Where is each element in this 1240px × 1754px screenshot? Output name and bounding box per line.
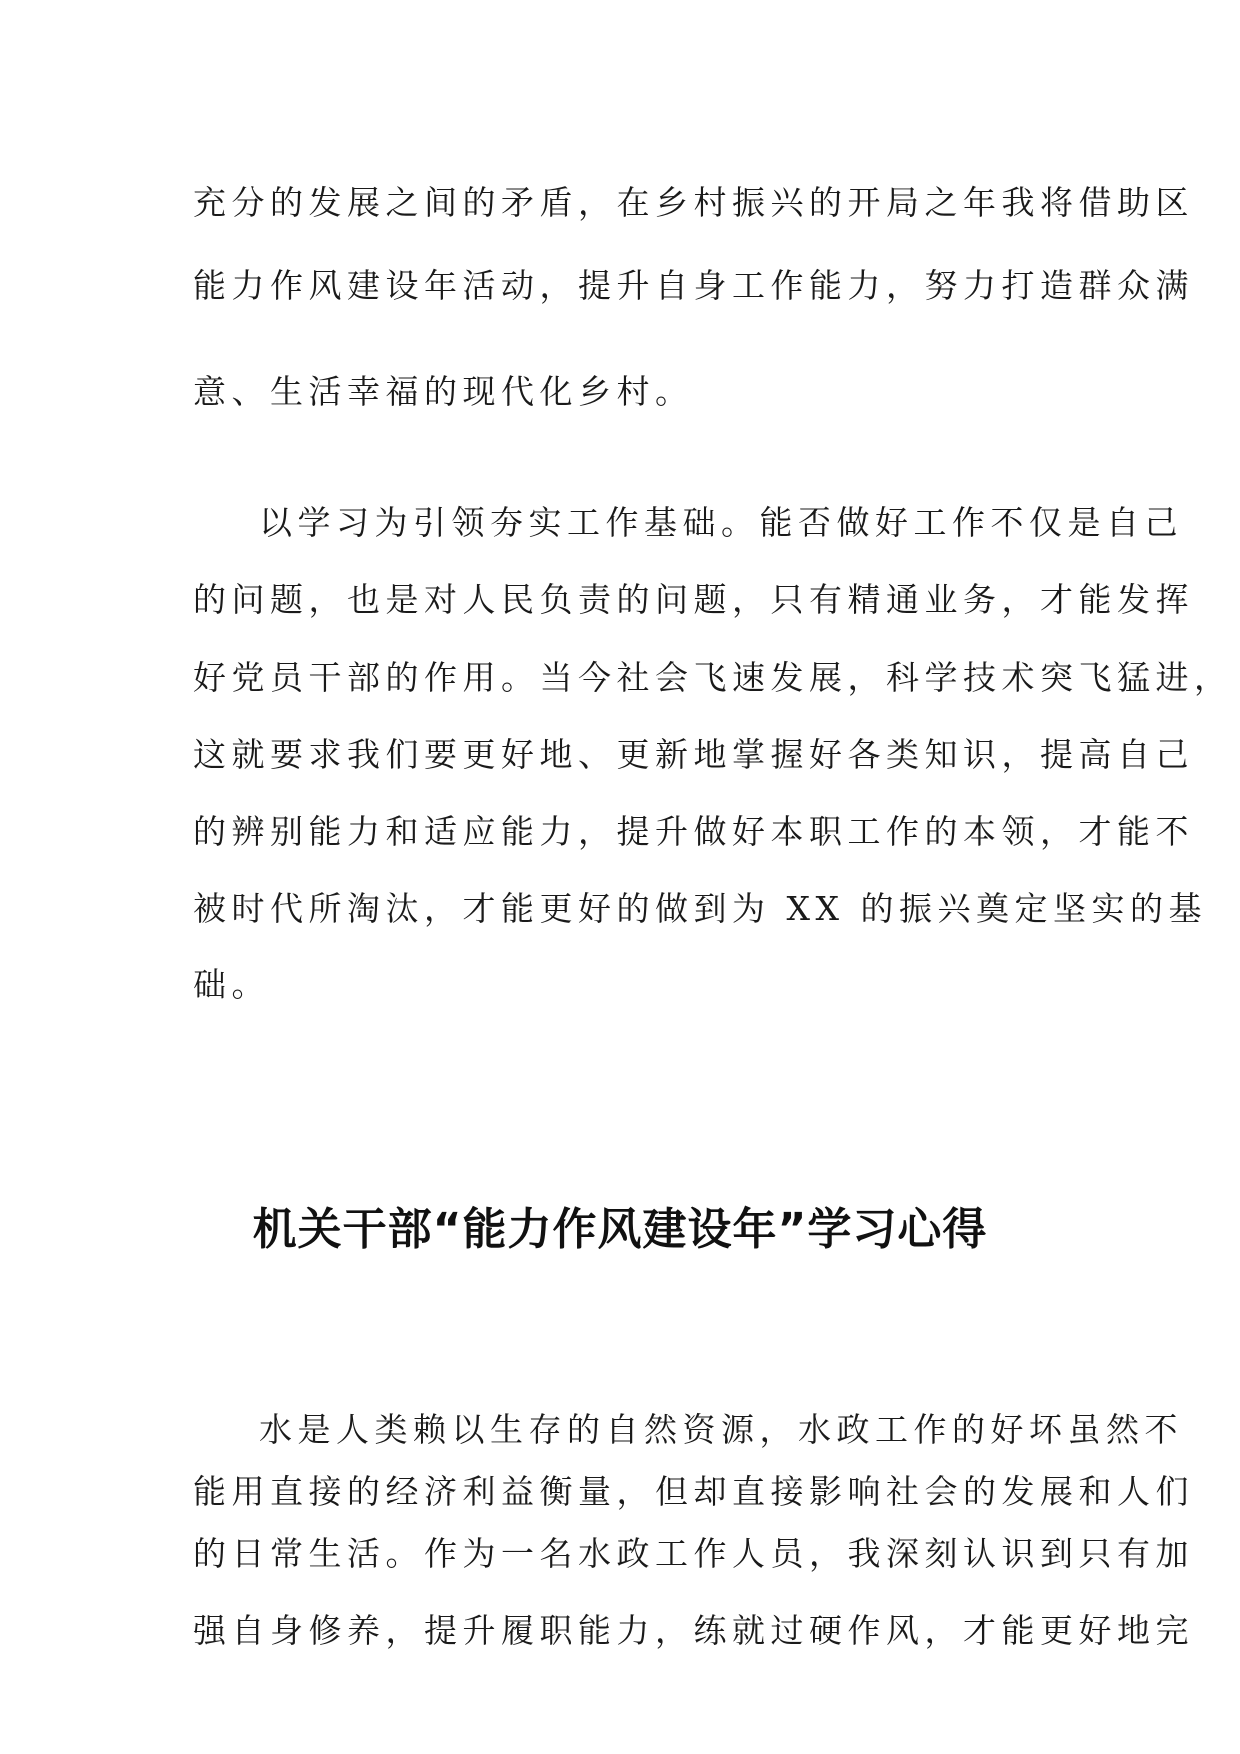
paragraph-2-line-6: 被时代所淘汰，才能更好的做到为 XX 的振兴奠定坚实的基 bbox=[193, 889, 1207, 928]
paragraph-3-line-3: 的日常生活。作为一名水政工作人员，我深刻认识到只有加 bbox=[193, 1534, 1194, 1573]
paragraph-3-line-1: 水是人类赖以生存的自然资源，水政工作的好坏虽然不 bbox=[259, 1410, 1183, 1449]
paragraph-2-line-7: 础。 bbox=[193, 965, 270, 1004]
paragraph-2-line-1: 以学习为引领夯实工作基础。能否做好工作不仅是自己 bbox=[259, 503, 1183, 542]
paragraph-1-line-3: 意、生活幸福的现代化乡村。 bbox=[193, 372, 694, 411]
paragraph-2-line-4: 这就要求我们要更好地、更新地掌握好各类知识，提高自己 bbox=[193, 735, 1194, 774]
paragraph-1-line-2: 能力作风建设年活动，提升自身工作能力，努力打造群众满 bbox=[193, 266, 1194, 305]
paragraph-2-line-3: 好党员干部的作用。当今社会飞速发展，科学技术突飞猛进， bbox=[193, 658, 1233, 697]
section-title: 机关干部“能力作风建设年”学习心得 bbox=[252, 1204, 988, 1255]
paragraph-2-line-2: 的问题，也是对人民负责的问题，只有精通业务，才能发挥 bbox=[193, 580, 1194, 619]
paragraph-1-line-1: 充分的发展之间的矛盾，在乡村振兴的开局之年我将借助区 bbox=[193, 183, 1194, 222]
paragraph-3-line-4: 强自身修养，提升履职能力，练就过硬作风，才能更好地完 bbox=[193, 1611, 1194, 1650]
paragraph-3-line-2: 能用直接的经济利益衡量，但却直接影响社会的发展和人们 bbox=[193, 1472, 1194, 1511]
paragraph-2-line-5: 的辨别能力和适应能力，提升做好本职工作的本领，才能不 bbox=[193, 812, 1194, 851]
